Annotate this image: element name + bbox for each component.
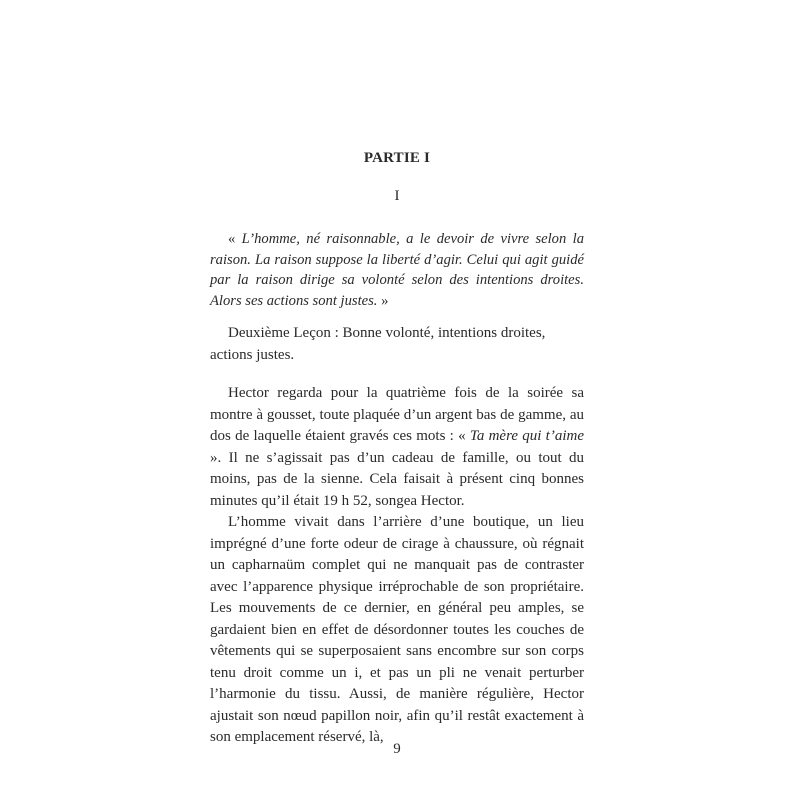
epigraph-text: L’homme, né raisonnable, a le devoir de vivre selon la raison. La raison suppose la liberté d’agir. Celui qui agit guidé par la raison dirige sa volonté selon des intentions droites. Alors ses actions sont justes. — [210, 231, 584, 309]
body-text — [210, 383, 584, 749]
part-title: PARTIE I — [363, 150, 431, 166]
paragraph-1-end: ». Il ne s’agissait pas d’un cadeau de famille, ou tout du moins, pas de la sienne. Cela faisait à présent cinq bonnes minutes qu’il était 19 h 52, songea Hector. — [210, 449, 584, 509]
lesson-heading: Deuxième Leçon : Bonne volonté, intentions droites, actions justes. — [210, 325, 546, 363]
epigraph-open-quote: « — [228, 231, 242, 247]
epigraph — [210, 229, 584, 311]
paragraph: L’homme vivait dans l’arrière d’une boutique, un lieu imprégné d’une forte odeur de cirage à chaussure, où régnait un capharnaüm complet qui ne manquait pas de contraster avec l’apparence physique irréprochable de son propriétaire. Les mouvements de ce dernier, en général peu amples, se gardaient bien en effet de désordonner toutes les couches de vêtements qui se superposaient sans encombre sur son corps tenu droit comme un i, et pas un pli ne venait perturber l’harmonie du tissu. Aussi, de manière régulière, Hector ajustait son nœud papillon noir, afin qu’il restât exactement à son emplacement réservé, là, — [210, 514, 584, 745]
paragraph-1-start: Hector regarda pour la quatrième fois de la soirée sa montre à gousset, toute plaquée d’un argent bas de gamme, au dos de laquelle étaient gravés ces mots : « — [210, 385, 584, 444]
engraving-text: Ta mère qui t’aime — [469, 428, 584, 444]
page-number: 9 — [393, 741, 401, 757]
book-page — [210, 0, 584, 800]
paragraph — [210, 383, 584, 512]
chapter-number: I — [394, 188, 400, 204]
epigraph-close-quote: » — [377, 292, 389, 309]
